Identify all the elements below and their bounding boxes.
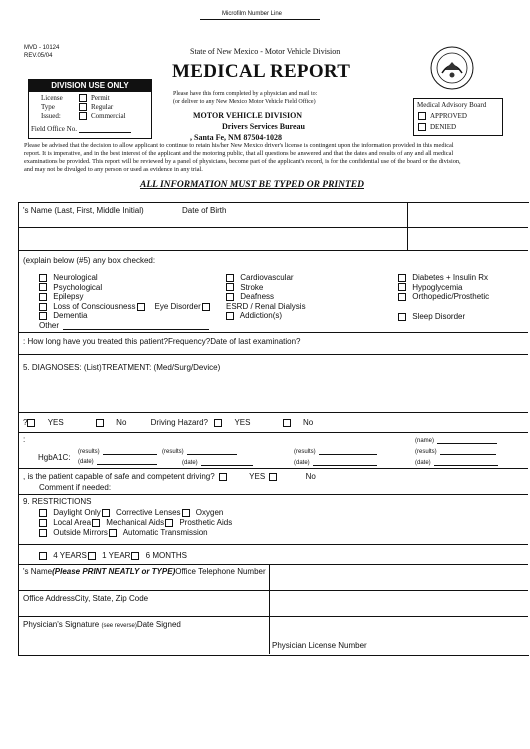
condition-eye-disorder: Eye Disorder xyxy=(154,301,201,311)
fourth-date[interactable]: (date) xyxy=(415,459,498,466)
microfilm-label: Microfilm Number Line xyxy=(222,11,283,17)
physician-name-label: 's Name(Please PRINT NEATLY or TYPE)Office Telephone Number xyxy=(23,567,266,576)
commercial-option[interactable]: Commercial xyxy=(79,112,126,120)
hgba1c-date[interactable]: (date) xyxy=(78,458,157,465)
name-line[interactable] xyxy=(437,437,497,444)
division-use-box xyxy=(28,79,152,139)
condition-dementia[interactable]: Dementia xyxy=(39,311,214,321)
advisory-heading: Medical Advisory Board xyxy=(417,101,487,109)
form-revision: REV.05/04 xyxy=(24,53,53,59)
condition-cardiovascular[interactable]: Cardiovascular xyxy=(226,273,306,283)
restrictions-line1: Daylight Only Corrective Lenses Oxygen xyxy=(39,508,223,517)
safe-question: , is the patient capable of safe and competent driving? YES No xyxy=(23,472,316,481)
checkbox-icon[interactable] xyxy=(283,419,291,427)
state-line: State of New Mexico - Motor Vehicle Division xyxy=(190,47,341,56)
results-line[interactable] xyxy=(187,448,237,455)
hgba1c-results[interactable]: (results) xyxy=(78,448,157,455)
checkbox-icon[interactable] xyxy=(418,123,426,131)
checkbox-icon[interactable] xyxy=(131,552,139,560)
signature-label: Physician's Signature (see reverse)Date Signed xyxy=(23,620,181,629)
driving-hazard-label: Driving Hazard? xyxy=(150,418,208,427)
hgba1c-label: HgbA1C: xyxy=(38,453,71,462)
diagnoses-label: 5. DIAGNOSES: (List)TREATMENT: (Med/Surg/Device) xyxy=(23,363,221,372)
restrictions-line2: Local Area Mechanical Aids Prosthetic Aids xyxy=(39,518,232,527)
denied-option[interactable]: DENIED xyxy=(418,123,456,131)
checkbox-icon[interactable] xyxy=(182,509,190,517)
comment-label: Comment if needed: xyxy=(39,483,112,492)
condition-stroke[interactable]: Stroke xyxy=(226,283,306,293)
condition-epilepsy[interactable]: Epilepsy xyxy=(39,292,214,302)
checkbox-icon[interactable] xyxy=(214,419,222,427)
typed-notice: ALL INFORMATION MUST BE TYPED OR PRINTED xyxy=(140,180,364,190)
advisory-board-box xyxy=(413,98,503,136)
condition-hypoglycemia[interactable]: Hypoglycemia xyxy=(398,283,489,293)
condition-psychological[interactable]: Psychological xyxy=(39,283,214,293)
checkbox-icon[interactable] xyxy=(39,552,47,560)
results-line[interactable] xyxy=(319,448,377,455)
date-line[interactable] xyxy=(313,459,377,466)
condition-diabetes[interactable]: Diabetes + Insulin Rx xyxy=(398,273,489,283)
checkbox-icon[interactable] xyxy=(102,509,110,517)
treated-question: : How long have you treated this patient?Frequency?Date of last examination? xyxy=(23,337,301,346)
checkbox-icon[interactable] xyxy=(96,419,104,427)
checkbox-icon[interactable] xyxy=(88,552,96,560)
regular-option[interactable]: Regular xyxy=(79,103,113,111)
checkbox-icon[interactable] xyxy=(79,94,87,102)
results-line[interactable] xyxy=(103,448,157,455)
page-title: MEDICAL REPORT xyxy=(172,61,351,82)
restrictions-heading: 9. RESTRICTIONS xyxy=(23,497,92,506)
checkbox-icon[interactable] xyxy=(269,473,277,481)
fourth-name[interactable]: (name) xyxy=(415,437,497,444)
office-address-label: Office AddressCity, State, Zip Code xyxy=(23,594,149,603)
results-line[interactable] xyxy=(440,448,496,455)
checkbox-icon[interactable] xyxy=(39,519,47,527)
checkbox-icon[interactable] xyxy=(418,112,426,120)
date-line[interactable] xyxy=(201,459,253,466)
patient-name-label: 's Name (Last, First, Middle Initial) xyxy=(23,206,144,215)
condition-neurological[interactable]: Neurological xyxy=(39,273,214,283)
state-seal xyxy=(430,46,474,90)
q7-line: ? YES No Driving Hazard? YES No xyxy=(23,418,314,427)
fourth-results[interactable]: (results) xyxy=(415,448,496,455)
instructions-line2: (or deliver to any New Mexico Motor Vehicle Field Office) xyxy=(173,99,316,105)
signature-field[interactable] xyxy=(18,617,528,654)
checkbox-icon[interactable] xyxy=(92,519,100,527)
conditions-row xyxy=(18,250,528,333)
explain-label: (explain below (#5) any box checked: xyxy=(23,256,156,265)
condition-deafness[interactable]: Deafness xyxy=(226,292,306,302)
bureau-name: Drivers Services Bureau xyxy=(222,122,305,131)
third-results[interactable]: (results) xyxy=(294,448,377,455)
checkbox-icon[interactable] xyxy=(39,529,47,537)
date-line[interactable] xyxy=(434,459,498,466)
mailing-address: , Santa Fe, NM 87504-1028 xyxy=(190,133,282,142)
third-date[interactable]: (date) xyxy=(294,459,377,466)
condition-loss-of-consciousness[interactable]: Loss of Consciousness Eye Disorder xyxy=(39,302,214,312)
checkbox-icon[interactable] xyxy=(39,509,47,517)
period-options: 4 YEARS 1 YEAR 6 MONTHS xyxy=(39,551,187,560)
dob-label: Date of Birth xyxy=(182,206,227,215)
type-label: Type xyxy=(41,103,55,111)
second-results[interactable]: (results) xyxy=(162,448,237,455)
field-office-line[interactable] xyxy=(79,125,131,133)
second-date[interactable]: (date) xyxy=(182,459,253,466)
license-label: License xyxy=(41,94,63,102)
checkbox-icon[interactable] xyxy=(219,473,227,481)
lab-colon: : xyxy=(23,435,26,444)
condition-sleep-disorder[interactable]: Sleep Disorder xyxy=(398,312,465,321)
date-line[interactable] xyxy=(97,458,157,465)
instructions-line1: Please have this form completed by a physician and mail to: xyxy=(173,91,318,97)
checkbox-icon[interactable] xyxy=(109,529,117,537)
restrictions-line3: Outside Mirrors Automatic Transmission xyxy=(39,528,208,537)
microfilm-line xyxy=(200,19,320,20)
field-office-field[interactable]: Field Office No. xyxy=(31,125,131,133)
checkbox-icon[interactable] xyxy=(165,519,173,527)
checkbox-icon[interactable] xyxy=(79,103,87,111)
checkbox-icon[interactable] xyxy=(27,419,35,427)
condition-esrd[interactable]: ESRD / Renal Dialysis xyxy=(226,301,306,311)
notice-text: Please be advised that the decision to allow applicant to continue to retain his/her New Mexico driver's license is contingent upon the information provided in this medical report. It is imperative, and in the best interest of the applicant and the motoring public, that all questions be answered and that the dates and results of any and all medical examinations be provided. This report will be reviewed by a panel of physicians, become part of the applicant's record, is for the confidential use of the board or the division, and may not be divulged to any person or used as evidence in any trial. xyxy=(24,142,461,173)
checkbox-icon[interactable] xyxy=(79,112,87,120)
form-code: MVD - 10124 xyxy=(24,45,60,51)
license-number-label: Physician License Number xyxy=(272,641,367,650)
approved-option[interactable]: APPROVED xyxy=(418,112,467,120)
division-use-heading: DIVISION USE ONLY xyxy=(29,80,151,92)
condition-other[interactable]: Other xyxy=(39,321,209,330)
patient-name-entry-row[interactable] xyxy=(18,227,528,251)
condition-orthopedic[interactable]: Orthopedic/Prosthetic xyxy=(398,292,489,302)
permit-option[interactable]: Permit xyxy=(79,94,110,102)
division-name: MOTOR VEHICLE DIVISION xyxy=(193,111,303,120)
issued-label: Issued: xyxy=(41,112,61,120)
condition-addictions[interactable]: Addiction(s) xyxy=(226,311,306,321)
